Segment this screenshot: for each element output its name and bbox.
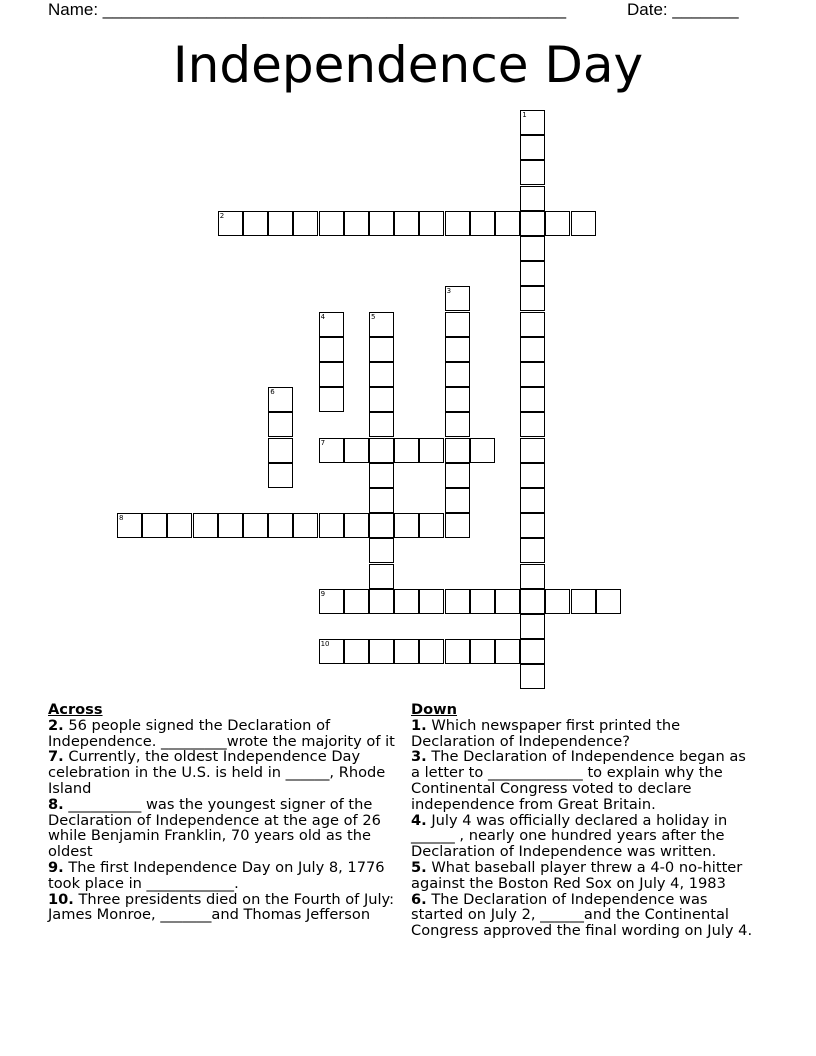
grid-cell[interactable] <box>344 639 369 664</box>
clue-num: 1. <box>411 716 427 734</box>
clue-num: 7. <box>48 748 64 766</box>
grid-cell[interactable] <box>369 564 394 589</box>
grid-cell[interactable] <box>369 312 394 337</box>
clue-num: 2. <box>48 716 64 734</box>
grid-cell[interactable] <box>394 438 419 463</box>
down-clues <box>411 702 756 939</box>
grid-cell[interactable] <box>520 463 545 488</box>
grid-cell[interactable] <box>545 589 570 614</box>
grid-cell[interactable] <box>394 639 419 664</box>
grid-cell[interactable] <box>445 387 470 412</box>
grid-cell[interactable] <box>520 513 545 538</box>
grid-cell[interactable] <box>319 362 344 387</box>
clue-text: Currently, the oldest Independence Day celebration in the U.S. is held in ______, Rhode Island <box>48 748 386 797</box>
grid-cell[interactable] <box>520 538 545 563</box>
clue-num: 3. <box>411 748 427 766</box>
grid-cell[interactable] <box>445 211 470 236</box>
clue-number: 9 <box>320 589 326 598</box>
date-line[interactable]: _______ <box>672 0 739 19</box>
grid-cell[interactable] <box>520 488 545 513</box>
clue-text: The first Independence Day on July 8, 1776 took place in ____________. <box>48 858 385 892</box>
grid-cell[interactable] <box>520 286 545 311</box>
grid-cell[interactable] <box>167 513 192 538</box>
grid-cell[interactable] <box>520 387 545 412</box>
grid-cell[interactable] <box>369 362 394 387</box>
clue-text: The Declaration of Independence began as a letter to _____________ to explain why the Continental Congress voted to declare independence from Great Britain. <box>411 748 746 813</box>
grid-cell[interactable] <box>142 513 167 538</box>
grid-cell[interactable] <box>369 463 394 488</box>
grid-cell[interactable] <box>293 211 318 236</box>
grid-cell[interactable] <box>319 639 344 664</box>
grid-cell[interactable] <box>520 312 545 337</box>
clue-text: Three presidents died on the Fourth of July: James Monroe, _______and Thomas Jefferson <box>48 890 395 924</box>
grid-cell[interactable] <box>445 337 470 362</box>
grid-cell[interactable] <box>117 513 142 538</box>
grid-cell[interactable] <box>470 211 495 236</box>
grid-cell[interactable] <box>394 589 419 614</box>
grid-cell[interactable] <box>344 211 369 236</box>
grid-cell[interactable] <box>445 463 470 488</box>
down-clue <box>411 860 756 892</box>
grid-cell[interactable] <box>445 312 470 337</box>
grid-cell[interactable] <box>344 438 369 463</box>
grid-cell[interactable] <box>545 211 570 236</box>
clue-number: 3 <box>446 287 452 296</box>
down-clue <box>411 749 756 812</box>
clue-num: 6. <box>411 890 427 908</box>
grid-cell[interactable] <box>495 589 520 614</box>
clue-text: The Declaration of Independence was started on July 2, ______and the Continental Congress approved the final wording on July 4. <box>411 890 753 940</box>
grid-cell[interactable] <box>319 438 344 463</box>
clue-number: 2 <box>219 211 225 220</box>
across-heading: Across <box>48 701 103 718</box>
grid-cell[interactable] <box>369 538 394 563</box>
grid-cell[interactable] <box>243 513 268 538</box>
date-field <box>627 0 739 20</box>
grid-cell[interactable] <box>319 589 344 614</box>
down-clue <box>411 813 756 860</box>
grid-cell[interactable] <box>193 513 218 538</box>
name-field <box>48 0 566 20</box>
grid-cell[interactable] <box>319 211 344 236</box>
grid-cell[interactable] <box>445 488 470 513</box>
grid-cell[interactable] <box>268 211 293 236</box>
grid-cell[interactable] <box>445 438 470 463</box>
clue-number: 1 <box>522 111 527 119</box>
grid-cell[interactable] <box>319 513 344 538</box>
grid-cell[interactable] <box>369 387 394 412</box>
grid-cell[interactable] <box>268 412 293 437</box>
clue-num: 5. <box>411 858 427 876</box>
grid-cell[interactable] <box>268 387 293 412</box>
grid-cell[interactable] <box>369 412 394 437</box>
grid-cell[interactable] <box>596 589 621 614</box>
clue-num: 8. <box>48 795 64 813</box>
grid-cell[interactable] <box>369 438 394 463</box>
grid-cell[interactable] <box>268 463 293 488</box>
grid-cell[interactable] <box>470 589 495 614</box>
clue-num: 4. <box>411 811 427 829</box>
across-clues <box>48 702 406 923</box>
grid-cell[interactable] <box>445 513 470 538</box>
grid-cell[interactable] <box>369 337 394 362</box>
grid-cell[interactable] <box>394 211 419 236</box>
down-heading: Down <box>411 701 458 718</box>
grid-cell[interactable] <box>520 186 545 211</box>
grid-cell[interactable] <box>419 438 444 463</box>
grid-cell[interactable] <box>243 211 268 236</box>
grid-cell[interactable] <box>419 639 444 664</box>
clue-text: July 4 was officially declared a holiday in ______ , nearly one hundred years after the Declaration of Independence was written. <box>411 811 728 861</box>
clue-number: 4 <box>320 312 326 321</box>
grid-cell[interactable] <box>520 261 545 286</box>
clue-number: 6 <box>270 388 275 397</box>
grid-cell[interactable] <box>520 614 545 639</box>
clue-num: 9. <box>48 858 64 876</box>
clue-text: What baseball player threw a 4-0 no-hitter against the Boston Red Sox on July 4, 1983 <box>411 858 743 892</box>
grid-cell[interactable] <box>419 589 444 614</box>
grid-cell[interactable] <box>218 513 243 538</box>
grid-cell[interactable] <box>520 236 545 261</box>
grid-cell[interactable] <box>319 312 344 337</box>
clue-number: 10 <box>320 640 330 649</box>
grid-cell[interactable] <box>369 639 394 664</box>
grid-cell[interactable] <box>293 513 318 538</box>
grid-cell[interactable] <box>520 135 545 160</box>
grid-cell[interactable] <box>445 589 470 614</box>
across-clue <box>48 860 406 892</box>
across-clue <box>48 892 406 924</box>
grid-cell[interactable] <box>394 513 419 538</box>
clue-text: 56 people signed the Declaration of Independence. _________wrote the majority of it <box>48 716 395 750</box>
name-label: Name: <box>48 0 103 19</box>
grid-cell[interactable] <box>470 438 495 463</box>
grid-cell[interactable] <box>445 412 470 437</box>
grid-cell[interactable] <box>520 639 545 664</box>
grid-cell[interactable] <box>319 337 344 362</box>
grid-cell[interactable] <box>495 211 520 236</box>
grid-cell[interactable] <box>520 337 545 362</box>
grid-cell[interactable] <box>268 438 293 463</box>
across-clue <box>48 797 406 860</box>
grid-cell[interactable] <box>369 488 394 513</box>
grid-cell[interactable] <box>319 387 344 412</box>
grid-cell[interactable] <box>369 211 394 236</box>
grid-cell[interactable] <box>520 211 545 236</box>
down-clue <box>411 718 756 750</box>
grid-cell[interactable] <box>369 589 394 614</box>
clue-number: 5 <box>371 312 376 321</box>
clue-num: 10. <box>48 890 74 908</box>
grid-cell[interactable] <box>571 589 596 614</box>
grid-cell[interactable] <box>445 286 470 311</box>
grid-cell[interactable] <box>445 362 470 387</box>
grid-cell[interactable] <box>218 211 243 236</box>
clue-text: Which newspaper first printed the Declaration of Independence? <box>411 716 681 750</box>
grid-cell[interactable] <box>419 513 444 538</box>
grid-cell[interactable] <box>520 412 545 437</box>
clue-number: 8 <box>119 514 124 523</box>
clue-text: __________ was the youngest signer of the Declaration of Independence at the age of 26 while Benjamin Franklin, 70 years old as the oldest <box>48 795 381 861</box>
page-title: Independence Day <box>172 36 644 94</box>
across-clue <box>48 718 406 750</box>
grid-cell[interactable] <box>495 639 520 664</box>
grid-cell[interactable] <box>520 110 545 135</box>
grid-cell[interactable] <box>520 664 545 689</box>
grid-cell[interactable] <box>268 513 293 538</box>
grid-cell[interactable] <box>445 639 470 664</box>
clue-number: 7 <box>320 438 326 447</box>
down-clue <box>411 892 756 939</box>
grid-cell[interactable] <box>520 160 545 185</box>
across-clue <box>48 749 406 796</box>
grid-cell[interactable] <box>470 639 495 664</box>
date-label: Date: <box>627 0 673 19</box>
grid-cell[interactable] <box>419 211 444 236</box>
grid-cell[interactable] <box>344 589 369 614</box>
grid-cell[interactable] <box>520 438 545 463</box>
grid-cell[interactable] <box>344 513 369 538</box>
grid-cell[interactable] <box>571 211 596 236</box>
grid-cell[interactable] <box>369 513 394 538</box>
grid-cell[interactable] <box>520 564 545 589</box>
name-line[interactable]: _________________________________________________ <box>102 0 567 19</box>
grid-cell[interactable] <box>520 589 545 614</box>
grid-cell[interactable] <box>520 362 545 387</box>
